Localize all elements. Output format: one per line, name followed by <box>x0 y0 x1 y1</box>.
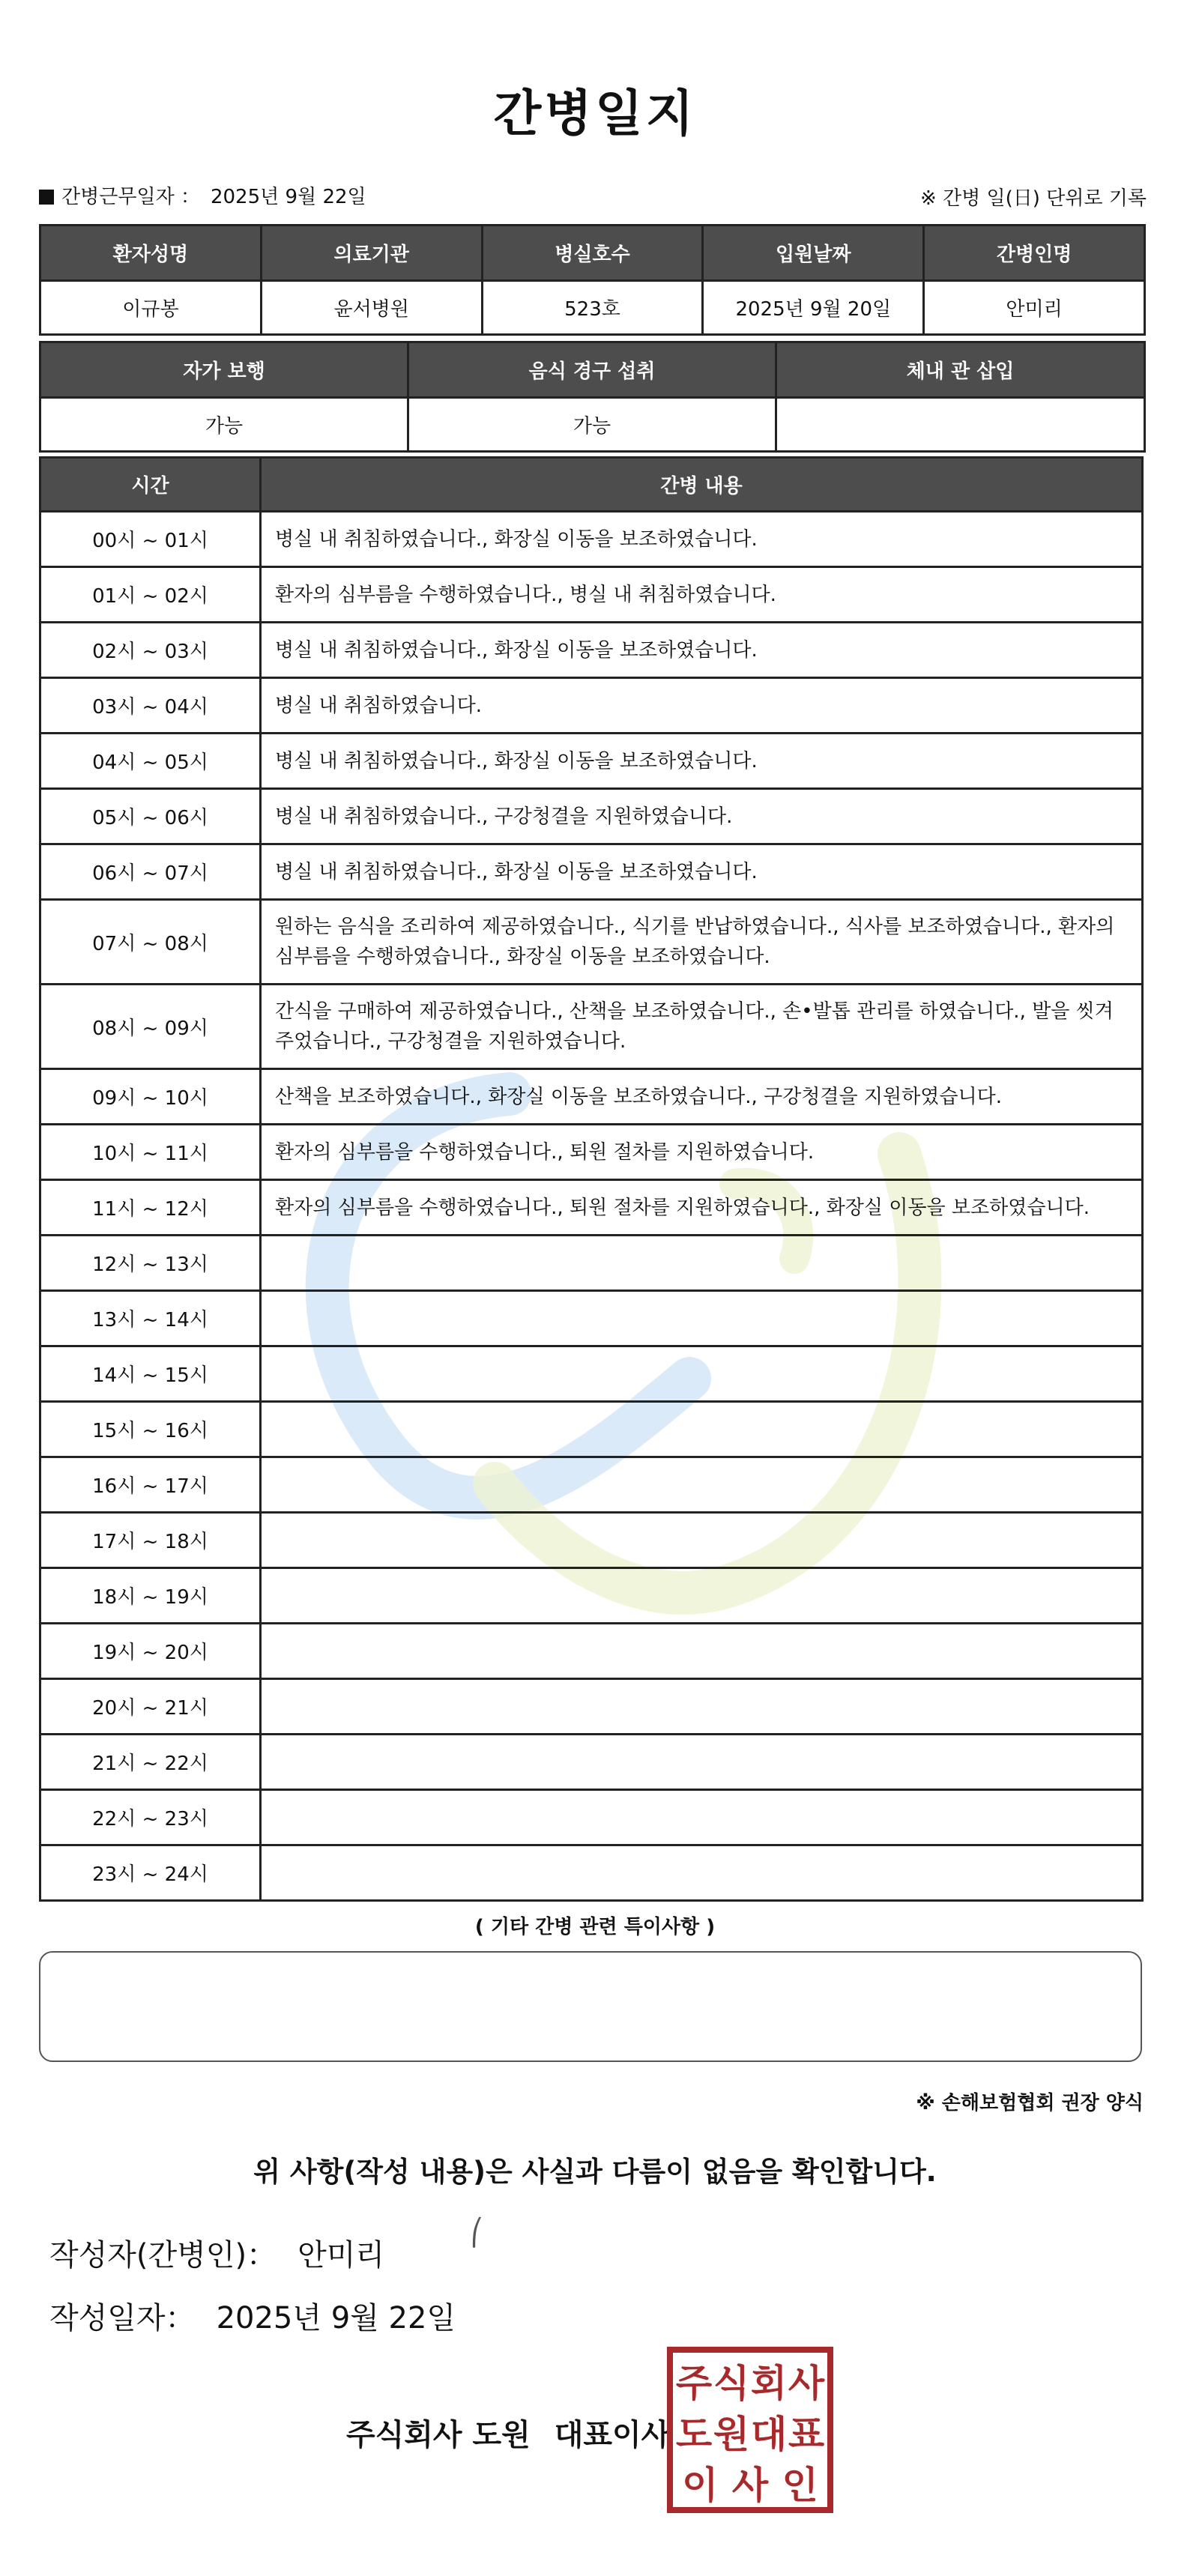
company-name: 주식회사 도원 <box>346 2418 531 2452</box>
time-cell: 06시 ~ 07시 <box>40 844 261 900</box>
writer-value: 안미리 <box>298 2238 384 2273</box>
table-row <box>40 789 1143 844</box>
seal-glyph: 도 <box>675 2413 713 2456</box>
write-date-line <box>49 2294 456 2337</box>
table-row <box>40 1125 1143 1180</box>
care-content-cell <box>261 1513 1143 1568</box>
care-content-cell: 원하는 음식을 조리하여 제공하였습니다., 식기를 반납하였습니다., 식사를 보조하였습니다., 환자의 심부름을 수행하였습니다., 화장실 이동을 보조하였습니다. <box>261 900 1143 985</box>
care-content-cell: 병실 내 취침하였습니다. <box>261 678 1143 734</box>
table-row <box>40 985 1143 1069</box>
time-cell: 08시 ~ 09시 <box>40 985 261 1069</box>
admission-date: 2025년 9월 20일 <box>703 281 924 335</box>
time-cell: 14시 ~ 15시 <box>40 1346 261 1402</box>
header-self-walking: 자가 보행 <box>40 342 408 398</box>
seal-glyph: 원 <box>713 2413 750 2456</box>
confirmation-statement: 위 사항(작성 내용)은 사실과 다름이 없음을 확인합니다. <box>253 2156 937 2188</box>
work-date-label: 간병근무일자 ： <box>61 186 200 208</box>
care-content-cell <box>261 1845 1143 1901</box>
seal-glyph: 식 <box>713 2362 750 2405</box>
caregiver-name: 안미리 <box>924 281 1145 335</box>
record-unit-note: ※ 간병 일(日) 단위로 기록 <box>919 187 1147 210</box>
table-row <box>40 623 1143 678</box>
care-content-cell <box>261 1568 1143 1624</box>
care-content-cell <box>261 1291 1143 1346</box>
work-date <box>39 181 366 209</box>
hospital: 윤서병원 <box>261 281 482 335</box>
seal-glyph: 인 <box>782 2464 818 2507</box>
time-cell: 05시 ~ 06시 <box>40 789 261 844</box>
patient-name: 이규봉 <box>40 281 262 335</box>
seal-glyph: 주 <box>675 2362 713 2405</box>
extra-notes-box <box>39 1951 1142 2062</box>
time-cell: 02시 ~ 03시 <box>40 623 261 678</box>
time-cell: 20시 ~ 21시 <box>40 1679 261 1735</box>
care-content-cell: 병실 내 취침하였습니다., 화장실 이동을 보조하였습니다. <box>261 844 1143 900</box>
write-date-label: 작성일자： <box>49 2301 196 2335</box>
time-cell: 07시 ~ 08시 <box>40 900 261 985</box>
table-row <box>40 1735 1143 1790</box>
header-time: 시간 <box>40 458 261 512</box>
table-row <box>40 678 1143 734</box>
abilities-table <box>39 341 1146 453</box>
table-row <box>40 844 1143 900</box>
time-cell: 23시 ~ 24시 <box>40 1845 261 1901</box>
time-cell: 19시 ~ 20시 <box>40 1624 261 1679</box>
header-admission-date: 입원날짜 <box>703 226 924 281</box>
extra-notes-title: ( 기타 간병 관련 특이사항 ) <box>474 1916 716 1938</box>
care-content-cell: 병실 내 취침하였습니다., 화장실 이동을 보조하였습니다. <box>261 734 1143 789</box>
header-hospital: 의료기관 <box>261 226 482 281</box>
care-content-cell <box>261 1402 1143 1457</box>
care-content-cell: 환자의 심부름을 수행하였습니다., 병실 내 취침하였습니다. <box>261 567 1143 623</box>
seal-glyph: 표 <box>788 2413 825 2456</box>
seal-glyph: 회 <box>750 2362 788 2405</box>
care-content-cell: 병실 내 취침하였습니다., 화장실 이동을 보조하였습니다. <box>261 512 1143 567</box>
table-row <box>40 567 1143 623</box>
time-cell: 21시 ~ 22시 <box>40 1735 261 1790</box>
care-content-cell: 간식을 구매하여 제공하였습니다., 산책을 보조하였습니다., 손•발톱 관리를 하였습니다., 발을 씻겨주었습니다., 구강청결을 지원하였습니다. <box>261 985 1143 1069</box>
room-number: 523호 <box>482 281 703 335</box>
table-row <box>40 1845 1143 1901</box>
table-row <box>40 1291 1143 1346</box>
table-row <box>40 1180 1143 1236</box>
oral-intake-value: 가능 <box>408 398 776 452</box>
company-seal-stamp <box>665 2345 835 2515</box>
table-row <box>40 512 1143 567</box>
care-content-cell <box>261 1624 1143 1679</box>
tube-insertion-value <box>776 398 1145 452</box>
care-content-cell <box>261 1790 1143 1845</box>
care-log-table <box>39 456 1144 1902</box>
time-cell: 17시 ~ 18시 <box>40 1513 261 1568</box>
header-room: 병실호수 <box>482 226 703 281</box>
header-caregiver-name: 간병인명 <box>924 226 1145 281</box>
seal-glyph: 대 <box>750 2413 788 2456</box>
care-content-cell <box>261 1236 1143 1291</box>
header-patient-name: 환자성명 <box>40 226 262 281</box>
self-walking-value: 가능 <box>40 398 408 452</box>
form-source-note: ※ 손해보험협회 권장 양식 <box>916 2092 1144 2114</box>
care-content-cell: 환자의 심부름을 수행하였습니다., 퇴원 절차를 지원하였습니다. <box>261 1125 1143 1180</box>
time-cell: 13시 ~ 14시 <box>40 1291 261 1346</box>
time-cell: 11시 ~ 12시 <box>40 1180 261 1236</box>
table-row <box>40 1069 1143 1125</box>
time-cell: 00시 ~ 01시 <box>40 512 261 567</box>
writer-label: 작성자(간병인)： <box>49 2238 277 2273</box>
header-oral-intake: 음식 경구 섭취 <box>408 342 776 398</box>
table-row <box>40 1624 1143 1679</box>
time-cell: 12시 ~ 13시 <box>40 1236 261 1291</box>
seal-glyph: 이 <box>682 2464 719 2507</box>
header-care-content: 간병 내용 <box>261 458 1143 512</box>
company-line <box>346 2411 670 2454</box>
writer-line <box>49 2231 384 2274</box>
time-cell: 22시 ~ 23시 <box>40 1790 261 1845</box>
time-cell: 18시 ~ 19시 <box>40 1568 261 1624</box>
table-row <box>40 1513 1143 1568</box>
table-row <box>40 1402 1143 1457</box>
table-row <box>40 1346 1143 1402</box>
care-content-cell <box>261 1679 1143 1735</box>
page-title: 간병일지 <box>493 85 697 142</box>
seal-glyph: 사 <box>788 2362 825 2405</box>
time-cell: 04시 ~ 05시 <box>40 734 261 789</box>
time-cell: 10시 ~ 11시 <box>40 1125 261 1180</box>
table-row <box>40 734 1143 789</box>
write-date-value: 2025년 9월 22일 <box>216 2301 456 2335</box>
work-date-value: 2025년 9월 22일 <box>210 186 366 208</box>
care-content-cell: 환자의 심부름을 수행하였습니다., 퇴원 절차를 지원하였습니다., 화장실 이동을 보조하였습니다. <box>261 1180 1143 1236</box>
time-cell: 15시 ~ 16시 <box>40 1402 261 1457</box>
patient-info-table <box>39 224 1146 336</box>
table-row <box>40 1457 1143 1513</box>
header-tube-insertion: 체내 관 삽입 <box>776 342 1145 398</box>
signature-mark: ⎛ <box>471 2218 483 2248</box>
table-row <box>40 1790 1143 1845</box>
table-row <box>40 1568 1143 1624</box>
table-row <box>40 1236 1143 1291</box>
time-cell: 03시 ~ 04시 <box>40 678 261 734</box>
table-row <box>40 900 1143 985</box>
company-rep: 대표이사 <box>554 2418 671 2452</box>
table-row <box>40 1679 1143 1735</box>
time-cell: 09시 ~ 10시 <box>40 1069 261 1125</box>
care-content-cell <box>261 1346 1143 1402</box>
square-bullet-icon <box>39 190 54 205</box>
care-content-cell: 산책을 보조하였습니다., 화장실 이동을 보조하였습니다., 구강청결을 지원하였습니다. <box>261 1069 1143 1125</box>
time-cell: 16시 ~ 17시 <box>40 1457 261 1513</box>
time-cell: 01시 ~ 02시 <box>40 567 261 623</box>
care-content-cell <box>261 1735 1143 1790</box>
care-content-cell: 병실 내 취침하였습니다., 화장실 이동을 보조하였습니다. <box>261 623 1143 678</box>
care-content-cell: 병실 내 취침하였습니다., 구강청결을 지원하였습니다. <box>261 789 1143 844</box>
care-content-cell <box>261 1457 1143 1513</box>
seal-glyph: 사 <box>731 2464 769 2507</box>
